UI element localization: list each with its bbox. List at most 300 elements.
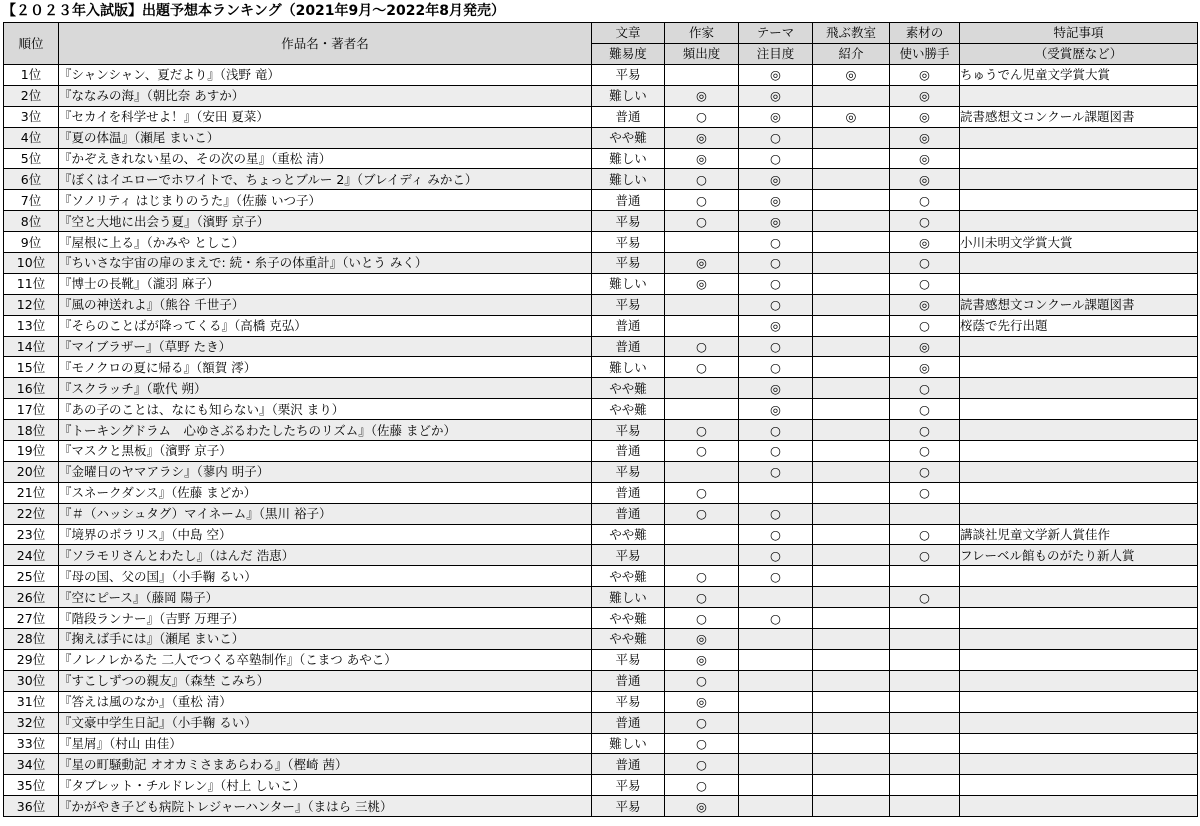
table-row [4, 148, 1198, 169]
header-rank: 順位 [4, 23, 59, 65]
rank-cell: 17位 [4, 399, 59, 420]
theme-attention-cell: ○ [739, 524, 813, 545]
rank-cell: 4位 [4, 127, 59, 148]
difficulty-cell: 難しい [592, 733, 665, 754]
author-frequency-cell: ○ [665, 608, 739, 629]
note-cell: フレーベル館ものがたり新人賞 [960, 545, 1198, 566]
rank-cell: 23位 [4, 524, 59, 545]
tobu-kyoshitsu-cell [813, 294, 890, 315]
author-frequency-cell: ◎ [665, 148, 739, 169]
theme-attention-cell: ◎ [739, 106, 813, 127]
material-usability-cell [890, 566, 960, 587]
author-frequency-cell: ○ [665, 503, 739, 524]
author-frequency-cell [665, 545, 739, 566]
rank-cell: 32位 [4, 712, 59, 733]
title-cell: 『タブレット・チルドレン』（村上 しいこ） [59, 775, 592, 796]
rank-cell: 22位 [4, 503, 59, 524]
title-cell: 『シャンシャン、夏だより』（浅野 竜） [59, 65, 592, 86]
author-frequency-cell [665, 65, 739, 86]
table-row [4, 441, 1198, 462]
tobu-kyoshitsu-cell [813, 482, 890, 503]
note-cell: 読書感想文コンクール課題図書 [960, 106, 1198, 127]
theme-attention-cell [739, 649, 813, 670]
author-frequency-cell [665, 461, 739, 482]
table-row [4, 545, 1198, 566]
material-usability-cell: ○ [890, 273, 960, 294]
header-sozai-line2: 使い勝手 [890, 44, 960, 65]
author-frequency-cell: ○ [665, 106, 739, 127]
difficulty-cell: 平易 [592, 545, 665, 566]
material-usability-cell [890, 796, 960, 817]
theme-attention-cell: ◎ [739, 85, 813, 106]
tobu-kyoshitsu-cell [813, 712, 890, 733]
theme-attention-cell: ○ [739, 420, 813, 441]
tobu-kyoshitsu-cell [813, 670, 890, 691]
author-frequency-cell [665, 524, 739, 545]
difficulty-cell: 難しい [592, 273, 665, 294]
material-usability-cell: ◎ [890, 169, 960, 190]
difficulty-cell: やや難 [592, 399, 665, 420]
note-cell: 講談社児童文学新人賞佳作 [960, 524, 1198, 545]
note-cell [960, 629, 1198, 650]
material-usability-cell: ○ [890, 315, 960, 336]
material-usability-cell: ◎ [890, 357, 960, 378]
theme-attention-cell: ○ [739, 608, 813, 629]
author-frequency-cell: ◎ [665, 629, 739, 650]
title-cell: 『モノクロの夏に帰る』（額賀 澪） [59, 357, 592, 378]
page-title: 【２０２３年入試版】出題予想本ランキング（2021年9月～2022年8月発売） [2, 3, 505, 19]
note-cell: 桜蔭で先行出題 [960, 315, 1198, 336]
title-cell: 『すこしずつの親友』（森埜 こみち） [59, 670, 592, 691]
difficulty-cell: 平易 [592, 775, 665, 796]
tobu-kyoshitsu-cell [813, 357, 890, 378]
difficulty-cell: やや難 [592, 524, 665, 545]
theme-attention-cell [739, 629, 813, 650]
theme-attention-cell: ○ [739, 441, 813, 462]
title-cell: 『あの子のことは、なにも知らない』（栗沢 まり） [59, 399, 592, 420]
table-row [4, 649, 1198, 670]
table-row [4, 169, 1198, 190]
tobu-kyoshitsu-cell [813, 211, 890, 232]
difficulty-cell: やや難 [592, 608, 665, 629]
difficulty-cell: やや難 [592, 378, 665, 399]
material-usability-cell: ○ [890, 399, 960, 420]
material-usability-cell: ◎ [890, 336, 960, 357]
table-row [4, 294, 1198, 315]
tobu-kyoshitsu-cell [813, 503, 890, 524]
note-cell [960, 649, 1198, 670]
header-note-line1: 特記事項 [960, 23, 1198, 44]
difficulty-cell: 難しい [592, 587, 665, 608]
note-cell [960, 273, 1198, 294]
table-row [4, 796, 1198, 817]
note-cell [960, 608, 1198, 629]
table-row [4, 524, 1198, 545]
tobu-kyoshitsu-cell [813, 190, 890, 211]
theme-attention-cell [739, 670, 813, 691]
rank-cell: 3位 [4, 106, 59, 127]
title-cell: 『ぼくはイエローでホワイトで、ちょっとブルー 2』（ブレイディ みかこ） [59, 169, 592, 190]
tobu-kyoshitsu-cell [813, 733, 890, 754]
rank-cell: 19位 [4, 441, 59, 462]
tobu-kyoshitsu-cell [813, 232, 890, 253]
note-cell [960, 85, 1198, 106]
note-cell [960, 441, 1198, 462]
tobu-kyoshitsu-cell [813, 691, 890, 712]
theme-attention-cell [739, 733, 813, 754]
author-frequency-cell [665, 232, 739, 253]
note-cell [960, 712, 1198, 733]
tobu-kyoshitsu-cell [813, 524, 890, 545]
header-difficulty-line2: 難易度 [592, 44, 665, 65]
theme-attention-cell: ○ [739, 357, 813, 378]
difficulty-cell: 普通 [592, 670, 665, 691]
note-cell [960, 127, 1198, 148]
theme-attention-cell: ○ [739, 273, 813, 294]
rank-cell: 24位 [4, 545, 59, 566]
material-usability-cell: ○ [890, 524, 960, 545]
note-cell [960, 733, 1198, 754]
difficulty-cell: 普通 [592, 315, 665, 336]
title-cell: 『スネークダンス』（佐藤 まどか） [59, 482, 592, 503]
rank-cell: 13位 [4, 315, 59, 336]
author-frequency-cell: ○ [665, 441, 739, 462]
rank-cell: 29位 [4, 649, 59, 670]
header-difficulty-line1: 文章 [592, 23, 665, 44]
author-frequency-cell: ○ [665, 587, 739, 608]
tobu-kyoshitsu-cell [813, 315, 890, 336]
note-cell [960, 587, 1198, 608]
tobu-kyoshitsu-cell [813, 754, 890, 775]
author-frequency-cell [665, 294, 739, 315]
table-row [4, 503, 1198, 524]
table-row [4, 461, 1198, 482]
title-cell: 『風の神送れよ』（熊谷 千世子） [59, 294, 592, 315]
author-frequency-cell: ◎ [665, 691, 739, 712]
title-cell: 『空と大地に出会う夏』（濱野 京子） [59, 211, 592, 232]
title-cell: 『マイブラザー』（草野 たき） [59, 336, 592, 357]
material-usability-cell: ◎ [890, 106, 960, 127]
theme-attention-cell: ◎ [739, 315, 813, 336]
material-usability-cell [890, 629, 960, 650]
title-cell: 『ソノリティ はじまりのうた』（佐藤 いつ子） [59, 190, 592, 211]
theme-attention-cell [739, 775, 813, 796]
note-cell [960, 148, 1198, 169]
rank-cell: 26位 [4, 587, 59, 608]
author-frequency-cell [665, 399, 739, 420]
note-cell [960, 796, 1198, 817]
material-usability-cell: ○ [890, 211, 960, 232]
tobu-kyoshitsu-cell [813, 336, 890, 357]
rank-cell: 33位 [4, 733, 59, 754]
theme-attention-cell: ○ [739, 127, 813, 148]
note-cell [960, 670, 1198, 691]
table-row [4, 315, 1198, 336]
difficulty-cell: 難しい [592, 148, 665, 169]
material-usability-cell [890, 712, 960, 733]
ranking-table [3, 22, 1198, 817]
author-frequency-cell: ◎ [665, 127, 739, 148]
note-cell [960, 169, 1198, 190]
theme-attention-cell: ○ [739, 232, 813, 253]
author-frequency-cell: ○ [665, 775, 739, 796]
theme-attention-cell: ○ [739, 294, 813, 315]
theme-attention-cell: ○ [739, 503, 813, 524]
difficulty-cell: やや難 [592, 127, 665, 148]
author-frequency-cell: ○ [665, 420, 739, 441]
title-cell: 『屋根に上る』（かみや としこ） [59, 232, 592, 253]
material-usability-cell: ◎ [890, 85, 960, 106]
author-frequency-cell: ○ [665, 211, 739, 232]
title-cell: 『ちいさな宇宙の扉のまえで: 続・糸子の体重計』（いとう みく） [59, 253, 592, 274]
header-theme-line1: テーマ [739, 23, 813, 44]
title-cell: 『かがやき子ども病院トレジャーハンター』（まはら 三桃） [59, 796, 592, 817]
title-cell: 『金曜日のヤマアラシ』（蓼内 明子） [59, 461, 592, 482]
table-row [4, 587, 1198, 608]
note-cell [960, 211, 1198, 232]
tobu-kyoshitsu-cell [813, 253, 890, 274]
tobu-kyoshitsu-cell [813, 796, 890, 817]
difficulty-cell: やや難 [592, 629, 665, 650]
header-sozai-line1: 素材の [890, 23, 960, 44]
note-cell [960, 461, 1198, 482]
note-cell [960, 754, 1198, 775]
title-cell: 『境界のポラリス』（中島 空） [59, 524, 592, 545]
table-row [4, 273, 1198, 294]
rank-cell: 30位 [4, 670, 59, 691]
difficulty-cell: 平易 [592, 420, 665, 441]
table-row [4, 420, 1198, 441]
note-cell [960, 775, 1198, 796]
rank-cell: 2位 [4, 85, 59, 106]
theme-attention-cell: ◎ [739, 399, 813, 420]
theme-attention-cell: ○ [739, 566, 813, 587]
material-usability-cell: ◎ [890, 65, 960, 86]
difficulty-cell: 平易 [592, 649, 665, 670]
rank-cell: 14位 [4, 336, 59, 357]
material-usability-cell [890, 754, 960, 775]
material-usability-cell: ○ [890, 190, 960, 211]
theme-attention-cell [739, 712, 813, 733]
material-usability-cell: ○ [890, 545, 960, 566]
rank-cell: 31位 [4, 691, 59, 712]
material-usability-cell: ◎ [890, 127, 960, 148]
material-usability-cell: ○ [890, 253, 960, 274]
difficulty-cell: 難しい [592, 357, 665, 378]
theme-attention-cell [739, 587, 813, 608]
difficulty-cell: 平易 [592, 65, 665, 86]
theme-attention-cell: ○ [739, 461, 813, 482]
author-frequency-cell: ○ [665, 733, 739, 754]
author-frequency-cell: ○ [665, 482, 739, 503]
rank-cell: 15位 [4, 357, 59, 378]
author-frequency-cell: ○ [665, 357, 739, 378]
difficulty-cell: 普通 [592, 712, 665, 733]
difficulty-cell: 平易 [592, 253, 665, 274]
table-row [4, 65, 1198, 86]
theme-attention-cell: ◎ [739, 65, 813, 86]
material-usability-cell: ○ [890, 482, 960, 503]
title-cell: 『星屑』（村山 由佳） [59, 733, 592, 754]
table-row [4, 754, 1198, 775]
tobu-kyoshitsu-cell [813, 608, 890, 629]
material-usability-cell [890, 775, 960, 796]
difficulty-cell: 平易 [592, 691, 665, 712]
tobu-kyoshitsu-cell [813, 420, 890, 441]
note-cell [960, 190, 1198, 211]
material-usability-cell [890, 691, 960, 712]
rank-cell: 12位 [4, 294, 59, 315]
rank-cell: 20位 [4, 461, 59, 482]
tobu-kyoshitsu-cell: ◎ [813, 106, 890, 127]
title-cell: 『マスクと黒板』（濱野 京子） [59, 441, 592, 462]
note-cell [960, 420, 1198, 441]
table-row [4, 629, 1198, 650]
theme-attention-cell [739, 691, 813, 712]
difficulty-cell: 平易 [592, 211, 665, 232]
title-cell: 『階段ランナー』（吉野 万理子） [59, 608, 592, 629]
title-cell: 『＃（ハッシュタグ）マイネーム』（黒川 裕子） [59, 503, 592, 524]
material-usability-cell [890, 733, 960, 754]
note-cell [960, 378, 1198, 399]
header-author-freq-line2: 頻出度 [665, 44, 739, 65]
author-frequency-cell: ◎ [665, 85, 739, 106]
tobu-kyoshitsu-cell [813, 545, 890, 566]
theme-attention-cell [739, 796, 813, 817]
title-cell: 『星の町騒動記 オオカミさまあらわる』（樫崎 茜） [59, 754, 592, 775]
difficulty-cell: やや難 [592, 566, 665, 587]
difficulty-cell: 普通 [592, 106, 665, 127]
note-cell: ちゅうでん児童文学賞大賞 [960, 65, 1198, 86]
note-cell [960, 399, 1198, 420]
title-cell: 『スクラッチ』（歌代 朔） [59, 378, 592, 399]
difficulty-cell: 普通 [592, 482, 665, 503]
tobu-kyoshitsu-cell [813, 399, 890, 420]
rank-cell: 36位 [4, 796, 59, 817]
rank-cell: 7位 [4, 190, 59, 211]
table-row [4, 608, 1198, 629]
material-usability-cell: ○ [890, 461, 960, 482]
table-row [4, 775, 1198, 796]
author-frequency-cell: ○ [665, 754, 739, 775]
difficulty-cell: 難しい [592, 169, 665, 190]
tobu-kyoshitsu-cell [813, 649, 890, 670]
theme-attention-cell: ○ [739, 545, 813, 566]
tobu-kyoshitsu-cell [813, 587, 890, 608]
table-row [4, 253, 1198, 274]
theme-attention-cell [739, 754, 813, 775]
title-cell: 『夏の体温』（瀬尾 まいこ） [59, 127, 592, 148]
title-cell: 『答えは風のなか』（重松 清） [59, 691, 592, 712]
theme-attention-cell [739, 482, 813, 503]
table-row [4, 336, 1198, 357]
theme-attention-cell: ◎ [739, 211, 813, 232]
difficulty-cell: 難しい [592, 85, 665, 106]
author-frequency-cell: ◎ [665, 796, 739, 817]
table-row [4, 127, 1198, 148]
difficulty-cell: 普通 [592, 754, 665, 775]
rank-cell: 34位 [4, 754, 59, 775]
title-cell: 『ソラモリさんとわたし』（はんだ 浩恵） [59, 545, 592, 566]
material-usability-cell [890, 608, 960, 629]
tobu-kyoshitsu-cell [813, 85, 890, 106]
tobu-kyoshitsu-cell [813, 566, 890, 587]
rank-cell: 16位 [4, 378, 59, 399]
rank-cell: 8位 [4, 211, 59, 232]
rank-cell: 9位 [4, 232, 59, 253]
difficulty-cell: 普通 [592, 336, 665, 357]
difficulty-cell: 普通 [592, 503, 665, 524]
tobu-kyoshitsu-cell [813, 378, 890, 399]
material-usability-cell: ○ [890, 441, 960, 462]
header-note-line2: （受賞歴など） [960, 44, 1198, 65]
material-usability-cell [890, 670, 960, 691]
material-usability-cell: ◎ [890, 232, 960, 253]
note-cell [960, 357, 1198, 378]
tobu-kyoshitsu-cell [813, 127, 890, 148]
rank-cell: 1位 [4, 65, 59, 86]
difficulty-cell: 平易 [592, 232, 665, 253]
tobu-kyoshitsu-cell [813, 461, 890, 482]
author-frequency-cell: ◎ [665, 273, 739, 294]
note-cell [960, 253, 1198, 274]
tobu-kyoshitsu-cell [813, 775, 890, 796]
author-frequency-cell: ○ [665, 190, 739, 211]
header-title: 作品名・著者名 [59, 23, 592, 65]
rank-cell: 11位 [4, 273, 59, 294]
note-cell [960, 566, 1198, 587]
author-frequency-cell [665, 378, 739, 399]
table-row [4, 399, 1198, 420]
table-row [4, 691, 1198, 712]
author-frequency-cell: ○ [665, 712, 739, 733]
tobu-kyoshitsu-cell [813, 169, 890, 190]
author-frequency-cell: ○ [665, 670, 739, 691]
title-cell: 『博士の長靴』（瀧羽 麻子） [59, 273, 592, 294]
table-row [4, 211, 1198, 232]
table-row [4, 232, 1198, 253]
tobu-kyoshitsu-cell [813, 273, 890, 294]
header-theme-line2: 注目度 [739, 44, 813, 65]
material-usability-cell [890, 503, 960, 524]
rank-cell: 35位 [4, 775, 59, 796]
title-cell: 『トーキングドラム 心ゆさぶるわたしたちのリズム』（佐藤 まどか） [59, 420, 592, 441]
material-usability-cell [890, 649, 960, 670]
theme-attention-cell: ◎ [739, 378, 813, 399]
rank-cell: 27位 [4, 608, 59, 629]
tobu-kyoshitsu-cell: ◎ [813, 65, 890, 86]
header-author-freq-line1: 作家 [665, 23, 739, 44]
title-cell: 『掬えば手には』（瀬尾 まいこ） [59, 629, 592, 650]
material-usability-cell: ◎ [890, 294, 960, 315]
difficulty-cell: 普通 [592, 190, 665, 211]
table-row [4, 712, 1198, 733]
table-row [4, 733, 1198, 754]
table-row [4, 566, 1198, 587]
table-row [4, 106, 1198, 127]
rank-cell: 25位 [4, 566, 59, 587]
rank-cell: 21位 [4, 482, 59, 503]
author-frequency-cell: ○ [665, 169, 739, 190]
title-cell: 『セカイを科学せよ！』（安田 夏菜） [59, 106, 592, 127]
table-row [4, 357, 1198, 378]
note-cell [960, 482, 1198, 503]
table-row [4, 85, 1198, 106]
author-frequency-cell: ◎ [665, 253, 739, 274]
material-usability-cell: ◎ [890, 148, 960, 169]
rank-cell: 18位 [4, 420, 59, 441]
author-frequency-cell: ◎ [665, 649, 739, 670]
